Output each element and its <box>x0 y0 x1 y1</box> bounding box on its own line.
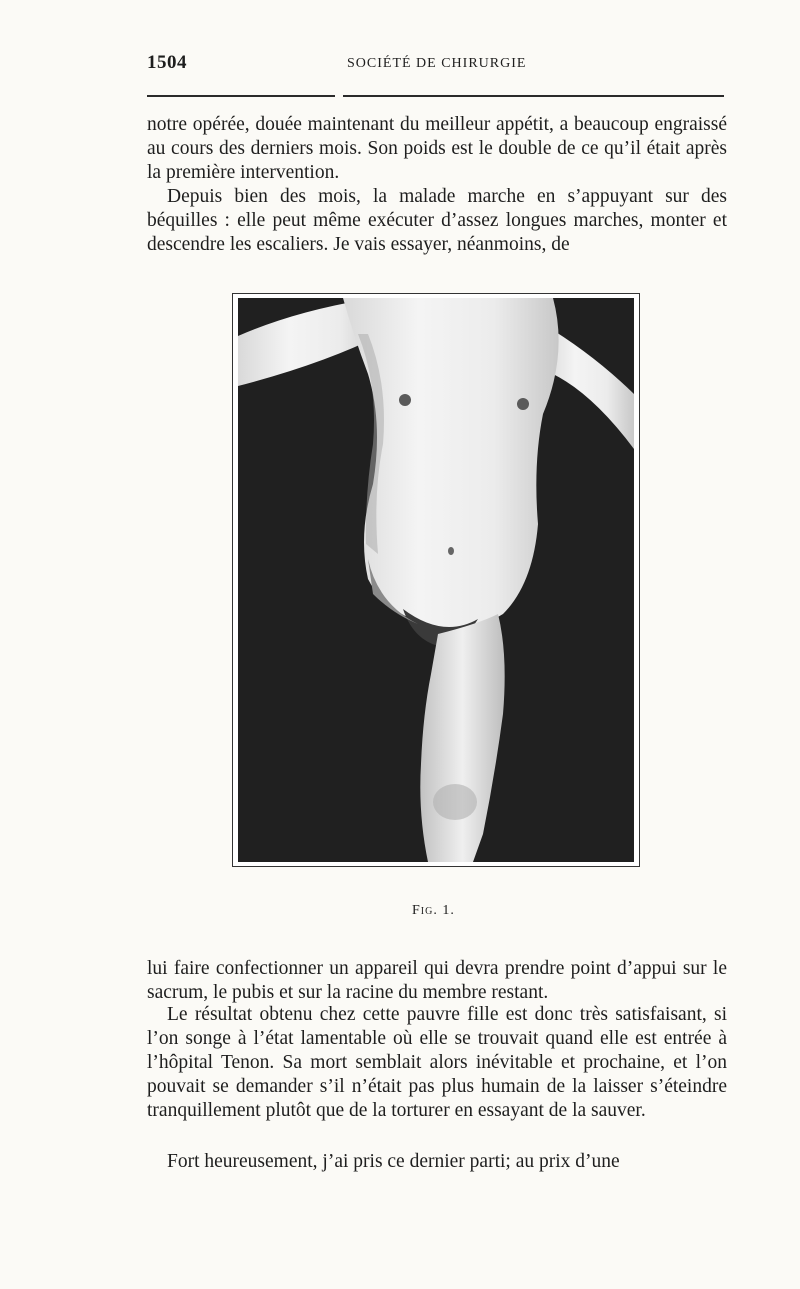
figure-photograph <box>232 293 640 867</box>
header-rule-right <box>343 95 724 97</box>
paragraph-continued: notre opérée, douée maintenant du meilleur appétit, a beaucoup engraissé au cours des derniers mois. Son poids est le double de ce qu’il était après la première intervention. <box>147 114 727 183</box>
paragraph: Depuis bien des mois, la malade marche en s’appuyant sur des béquilles : elle peut même exécuter d’assez longues marches, monter et descendre les escaliers. Je vais essayer, néanmoins, de <box>147 186 727 255</box>
paragraph-continued: lui faire confectionner un appareil qui devra prendre point d’appui sur le sacrum, le pubis et sur la racine du membre restant. <box>147 958 727 1003</box>
figure-caption-text: Fig. 1. <box>412 903 455 918</box>
figure-caption <box>412 903 455 919</box>
paragraph: Le résultat obtenu chez cette pauvre fille est donc très satisfaisant, si l’on songe à l’état lamentable où elle se trouvait quand elle est entrée à l’hôpital Tenon. Sa mort semblait alors inévitable et prochaine, et l’on pouvait se demander s’il n’était pas plus humain de la laisser s’éteindre tranquillement plutôt que de la torturer en essayant de la sauver. <box>147 1004 727 1121</box>
page-number: 1504 <box>147 52 187 73</box>
running-header <box>147 52 725 80</box>
paragraph: Fort heureusement, j’ai pris ce dernier parti; au prix d’une <box>167 1151 620 1172</box>
running-title: SOCIÉTÉ DE CHIRURGIE <box>347 56 527 71</box>
header-rule-left <box>147 95 335 97</box>
